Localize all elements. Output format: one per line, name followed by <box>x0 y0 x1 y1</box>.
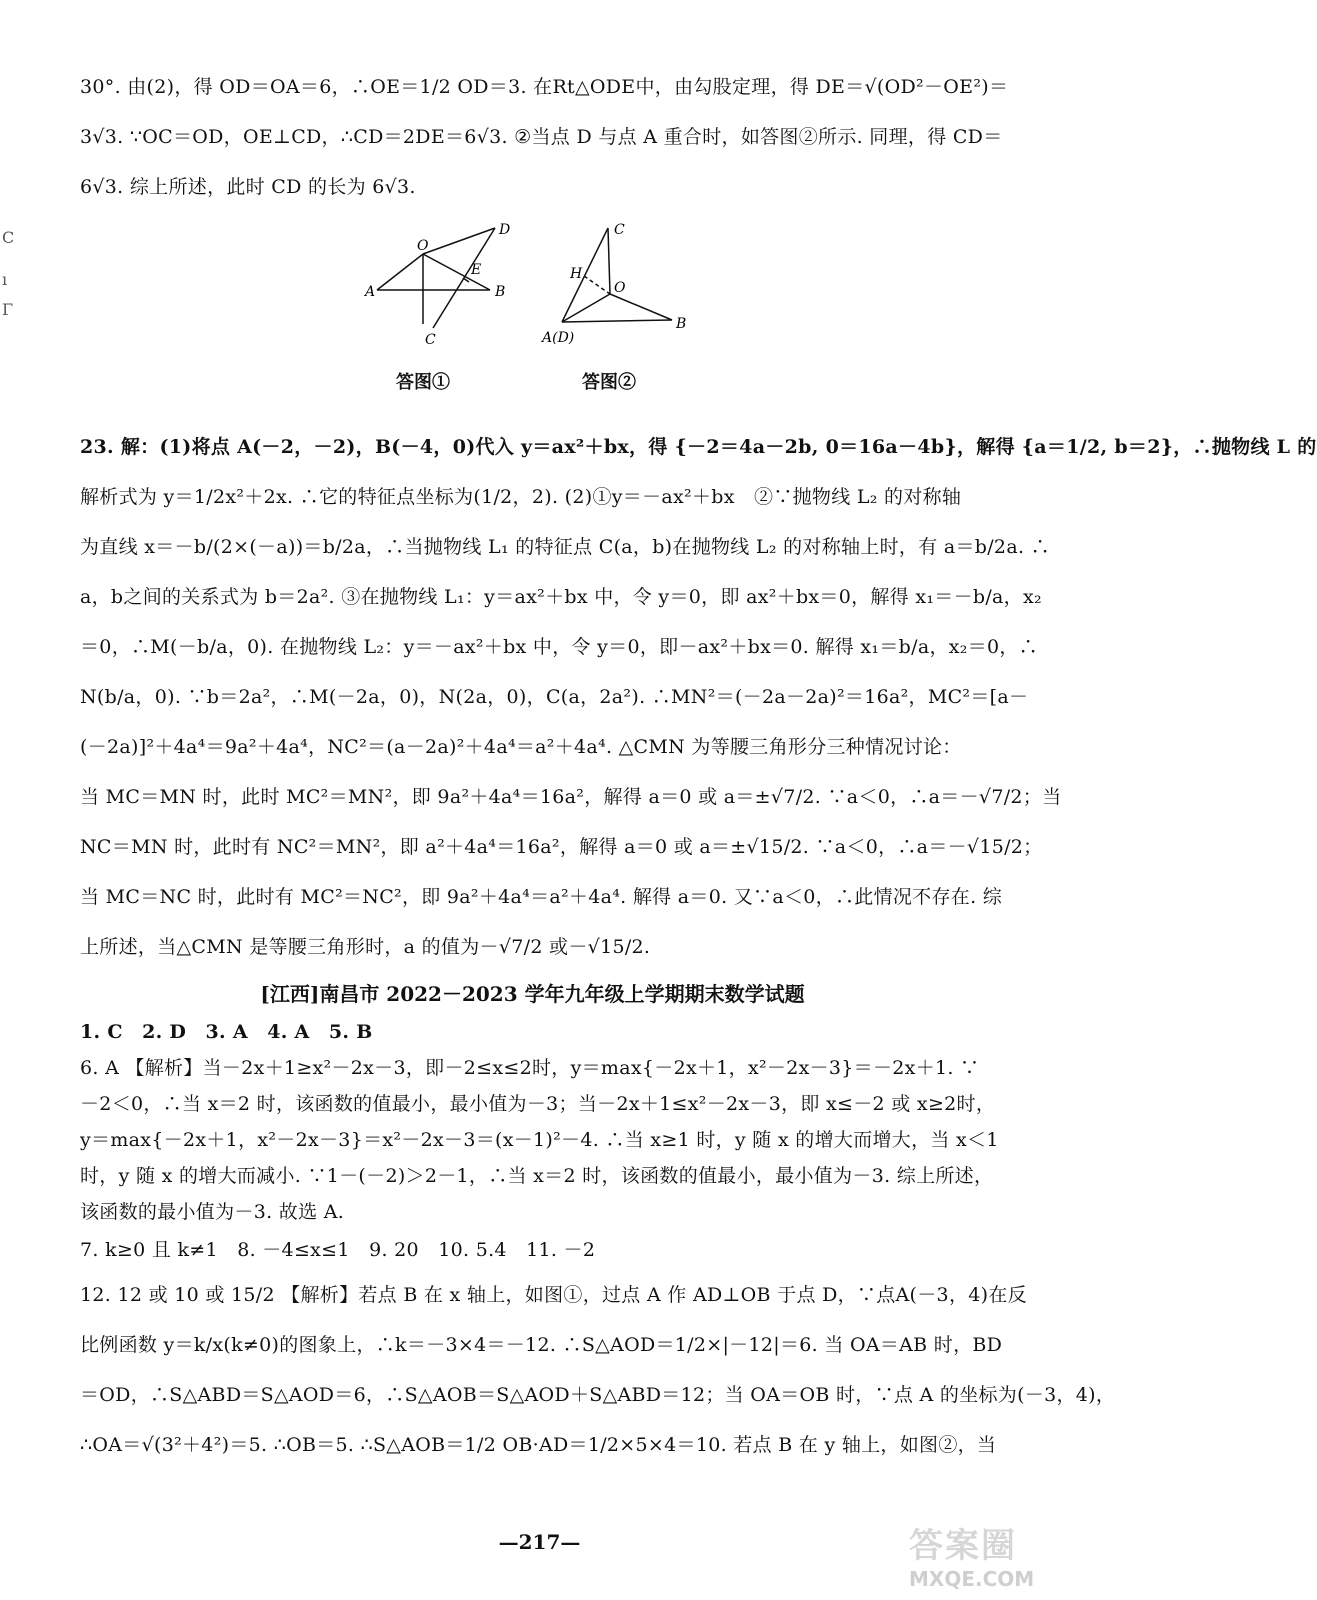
problem-23-line: 当 MC＝MN 时，此时 MC²＝MN²，即 9a²＋4a⁴＝16a²，解得 a＝0 或 a＝±√7/2. ∵a＜0，∴a＝－√7/2；当 <box>80 786 1062 808</box>
answer-line: －2＜0，∴当 x＝2 时，该函数的值最小，最小值为－3；当－2x＋1≤x²－2x－3，即 x≤－2 或 x≥2时， <box>80 1093 996 1115</box>
fig2-label-C: C <box>614 222 625 238</box>
section-title: [江西]南昌市 2022－2023 学年九年级上学期期末数学试题 <box>260 982 805 1006</box>
answer-line: 7. k≥0 且 k≠1 8. －4≤x≤1 9. 20 10. 5.4 11. －2 <box>80 1239 596 1261</box>
answer-line: 比例函数 y＝k/x(k≠0)的图象上，∴k＝－3×4＝－12. ∴S△AOD＝1/2×|－12|＝6. 当 OA＝AB 时，BD <box>80 1334 1003 1356</box>
problem-23-line: 为直线 x＝－b/(2×(－a))＝b/2a，∴当抛物线 L₁ 的特征点 C(a，b)在抛物线 L₂ 的对称轴上时，有 a＝b/2a. ∴ <box>80 536 1050 558</box>
fig1-label-E: E <box>471 262 482 278</box>
page-number: —217— <box>498 1530 581 1554</box>
answer-figure-2 <box>542 222 702 352</box>
problem-23-line: N(b/a，0). ∵b＝2a²，∴M(－2a，0)，N(2a，0)，C(a，2a²). ∴MN²＝(－2a－2a)²＝16a²，MC²＝[a－ <box>80 686 1029 708</box>
answer-line: ＝OD，∴S△ABD＝S△AOD＝6，∴S△AOB＝S△AOD＋S△ABD＝12；当 OA＝OB 时，∵点 A 的坐标为(－3，4)， <box>80 1384 1116 1406</box>
page-body <box>80 62 1317 1470</box>
watermark-logo <box>909 1518 1059 1593</box>
answer-line: 时，y 随 x 的增大而减小. ∵1－(－2)＞2－1，∴当 x＝2 时，该函数的值最小，最小值为－3. 综上所述， <box>80 1165 994 1187</box>
fig1-label-D: D <box>499 222 511 238</box>
fig2-label-H: H <box>570 266 583 282</box>
fig2-label-B: B <box>676 316 687 332</box>
problem-23-line: (－2a)]²＋4a⁴＝9a²＋4a⁴，NC²＝(a－2a)²＋4a⁴＝a²＋4a⁴. △CMN 为等腰三角形分三种情况讨论： <box>80 736 962 758</box>
problem-23-line: ＝0，∴M(－b/a，0). 在抛物线 L₂：y＝－ax²＋bx 中，令 y＝0，即－ax²＋bx＝0. 解得 x₁＝b/a，x₂＝0，∴ <box>80 636 1038 658</box>
fig1-caption: 答图① <box>396 372 450 393</box>
fig1-label-A: A <box>365 284 376 300</box>
figures-row <box>80 216 985 416</box>
watermark-top: 答案圈 <box>909 1526 1017 1566</box>
text-line: 6√3. 综上所述，此时 CD 的长为 6√3. <box>80 176 416 198</box>
watermark-bottom: MXQE.COM <box>909 1567 1035 1591</box>
text-line: 30°. 由(2)，得 OD＝OA＝6，∴OE＝1/2 OD＝3. 在Rt△ODE中，由勾股定理，得 DE＝√(OD²－OE²)＝ <box>80 76 1009 98</box>
fig2-caption: 答图② <box>582 372 636 393</box>
answer-line: ∴OA＝√(3²＋4²)＝5. ∴OB＝5. ∴S△AOB＝1/2 OB·AD＝1/2×5×4＝10. 若点 B 在 y 轴上，如图②，当 <box>80 1434 997 1456</box>
problem-23-line: 上所述，当△CMN 是等腰三角形时，a 的值为－√7/2 或－√15/2. <box>80 936 651 958</box>
answer-line: y＝max{－2x＋1，x²－2x－3}＝x²－2x－3＝(x－1)²－4. ∴当 x≥1 时，y 随 x 的增大而增大，当 x＜1 <box>80 1129 999 1151</box>
fig1-label-C: C <box>425 332 436 348</box>
margin-mark-2: ı <box>2 270 8 289</box>
problem-23-line: 23. 解：(1)将点 A(－2，－2)，B(－4，0)代入 y＝ax²＋bx，得 {－2＝4a－2b, 0＝16a－4b}，解得 {a＝1/2, b＝2}，∴抛物线 L 的 <box>80 436 1317 458</box>
answer-figure-1 <box>365 224 515 354</box>
answer-line: 12. 12 或 10 或 15/2 【解析】若点 B 在 x 轴上，如图①，过点 A 作 AD⊥OB 于点 D，∵点A(－3，4)在反 <box>80 1284 1027 1306</box>
problem-23-line: NC＝MN 时，此时有 NC²＝MN²，即 a²＋4a⁴＝16a²，解得 a＝0 或 a＝±√15/2. ∵a＜0，∴a＝－√15/2； <box>80 836 1043 858</box>
text-line: 3√3. ∵OC＝OD，OE⊥CD，∴CD＝2DE＝6√3. ②当点 D 与点 A 重合时，如答图②所示. 同理，得 CD＝ <box>80 126 1003 148</box>
fig2-label-A: A(D) <box>542 330 575 346</box>
problem-23-line: a，b之间的关系式为 b＝2a². ③在抛物线 L₁：y＝ax²＋bx 中，令 y＝0，即 ax²＋bx＝0，解得 x₁＝－b/a，x₂ <box>80 586 1042 608</box>
fig1-label-B: B <box>495 284 506 300</box>
fig1-label-O: O <box>417 238 429 254</box>
margin-mark-1: C <box>2 228 15 247</box>
problem-23-line: 解析式为 y＝1/2x²＋2x. ∴它的特征点坐标为(1/2，2). (2)①y＝－ax²＋bx ②∵抛物线 L₂ 的对称轴 <box>80 486 962 508</box>
margin-mark-3: Γ <box>2 300 14 319</box>
answer-line: 1. C 2. D 3. A 4. A 5. B <box>80 1021 373 1043</box>
answer-line: 6. A 【解析】当－2x＋1≥x²－2x－3，即－2≤x≤2时，y＝max{－2x＋1，x²－2x－3}＝－2x＋1. ∵ <box>80 1057 980 1079</box>
fig2-label-O: O <box>614 280 626 296</box>
answer-line: 该函数的最小值为－3. 故选 A. <box>80 1201 345 1223</box>
problem-23-line: 当 MC＝NC 时，此时有 MC²＝NC²，即 9a²＋4a⁴＝a²＋4a⁴. 解得 a＝0. 又∵a＜0，∴此情况不存在. 综 <box>80 886 1003 908</box>
